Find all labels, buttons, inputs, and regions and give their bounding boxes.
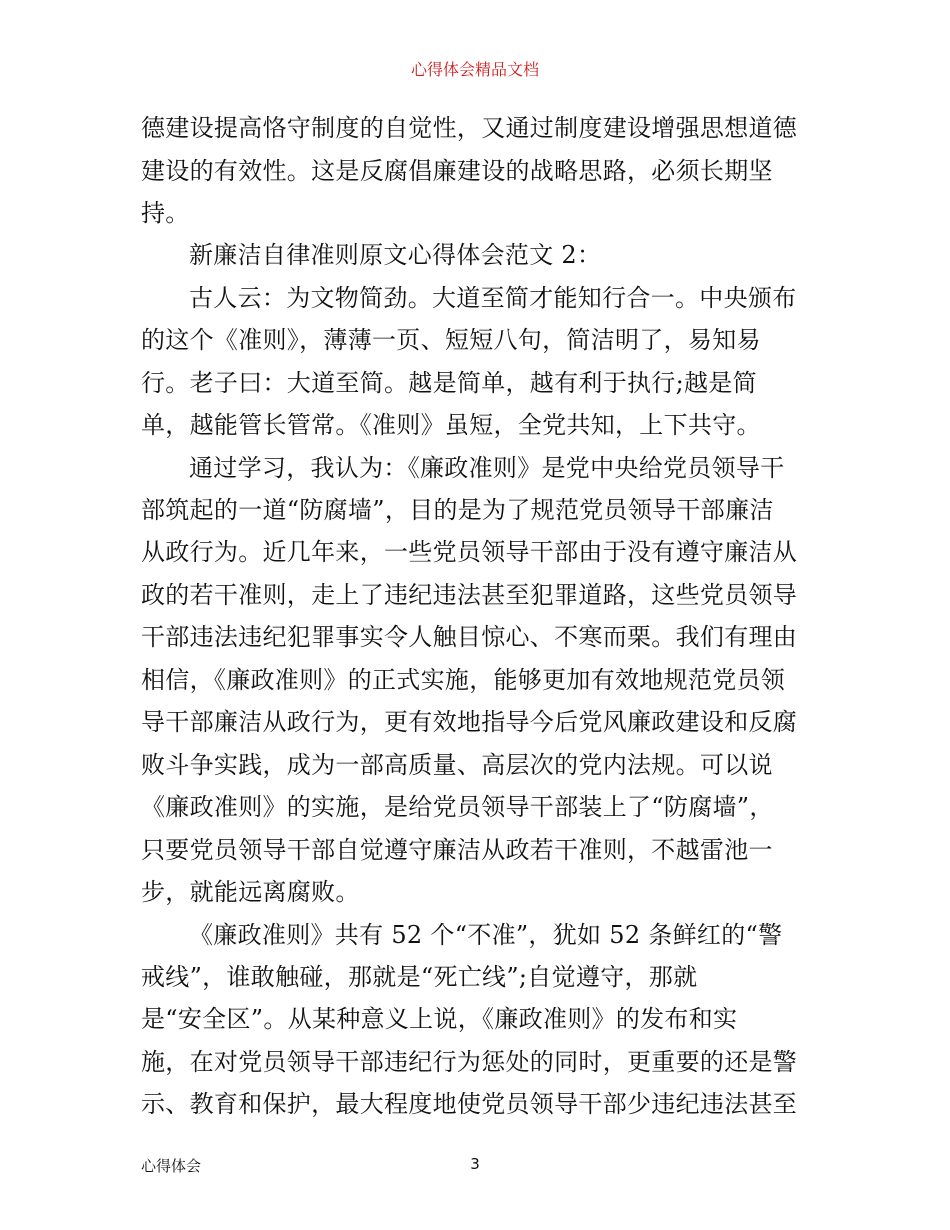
section-heading: 新廉洁自律准则原文心得体会范文 2： <box>189 241 602 269</box>
body-line: 行。老子曰：大道至简。越是简单，越有利于执行;越是简 <box>141 369 757 397</box>
body-line: 相信，《廉政准则》的正式实施，能够更加有效地规范党员领 <box>141 666 786 694</box>
body-line: 德建设提高恪守制度的自觉性，又通过制度建设增强思想道德 <box>141 114 798 142</box>
body-line: 示、教育和保护，最大程度地使党员领导干部少违纪违法甚至 <box>141 1090 798 1118</box>
body-line: 部筑起的一道“防腐墙”，目的是为了规范党员领导干部廉洁 <box>141 496 774 524</box>
body-line: 古人云：为文物简劲。大道至简才能知行合一。中央颁布 <box>189 284 797 312</box>
body-line: 戒线”，谁敢触碰，那就是“死亡线”;自觉遵守，那就 <box>141 963 698 991</box>
body-line: 败斗争实践，成为一部高质量、高层次的党内法规。可以说 <box>141 751 773 779</box>
body-line: 施，在对党员领导干部违纪行为惩处的同时，更重要的还是警 <box>141 1048 798 1076</box>
body-line: 《廉政准则》的实施，是给党员领导干部装上了“防腐墙”， <box>141 793 774 821</box>
body-line: 干部违法违纪犯罪事实令人触目惊心、不寒而栗。我们有理由 <box>141 623 798 651</box>
body-line: 政的若干准则，走上了违纪违法甚至犯罪道路，这些党员领导 <box>141 581 798 609</box>
body-line: 持。 <box>141 199 190 227</box>
body-line: 是“安全区”。从某种意义上说，《廉政准则》的发布和实 <box>141 1005 738 1033</box>
footer-label: 心得体会 <box>141 1157 202 1175</box>
page-number: 3 <box>470 1155 480 1173</box>
page-header-title: 心得体会精品文档 <box>410 60 539 79</box>
body-line: 《廉政准则》共有 52 个“不准”，犹如 52 条鲜红的“警 <box>189 921 783 949</box>
body-line: 只要党员领导干部自觉遵守廉洁从政若干准则，不越雷池一 <box>141 836 773 864</box>
body-line: 建设的有效性。这是反腐倡廉建设的战略思路，必须长期坚 <box>141 157 773 185</box>
body-line: 的这个《准则》，薄薄一页、短短八句，简洁明了，易知易 <box>141 326 761 354</box>
body-line: 从政行为。近几年来，一些党员领导干部由于没有遵守廉洁从 <box>141 538 798 566</box>
body-line: 通过学习，我认为：《廉政准则》是党中央给党员领导干 <box>189 454 785 482</box>
body-line: 步，就能远离腐败。 <box>141 878 360 906</box>
body-line: 单，越能管长管常。《准则》虽短，全党共知，上下共守。 <box>141 411 761 439</box>
body-line: 导干部廉洁从政行为，更有效地指导今后党风廉政建设和反腐 <box>141 708 798 736</box>
